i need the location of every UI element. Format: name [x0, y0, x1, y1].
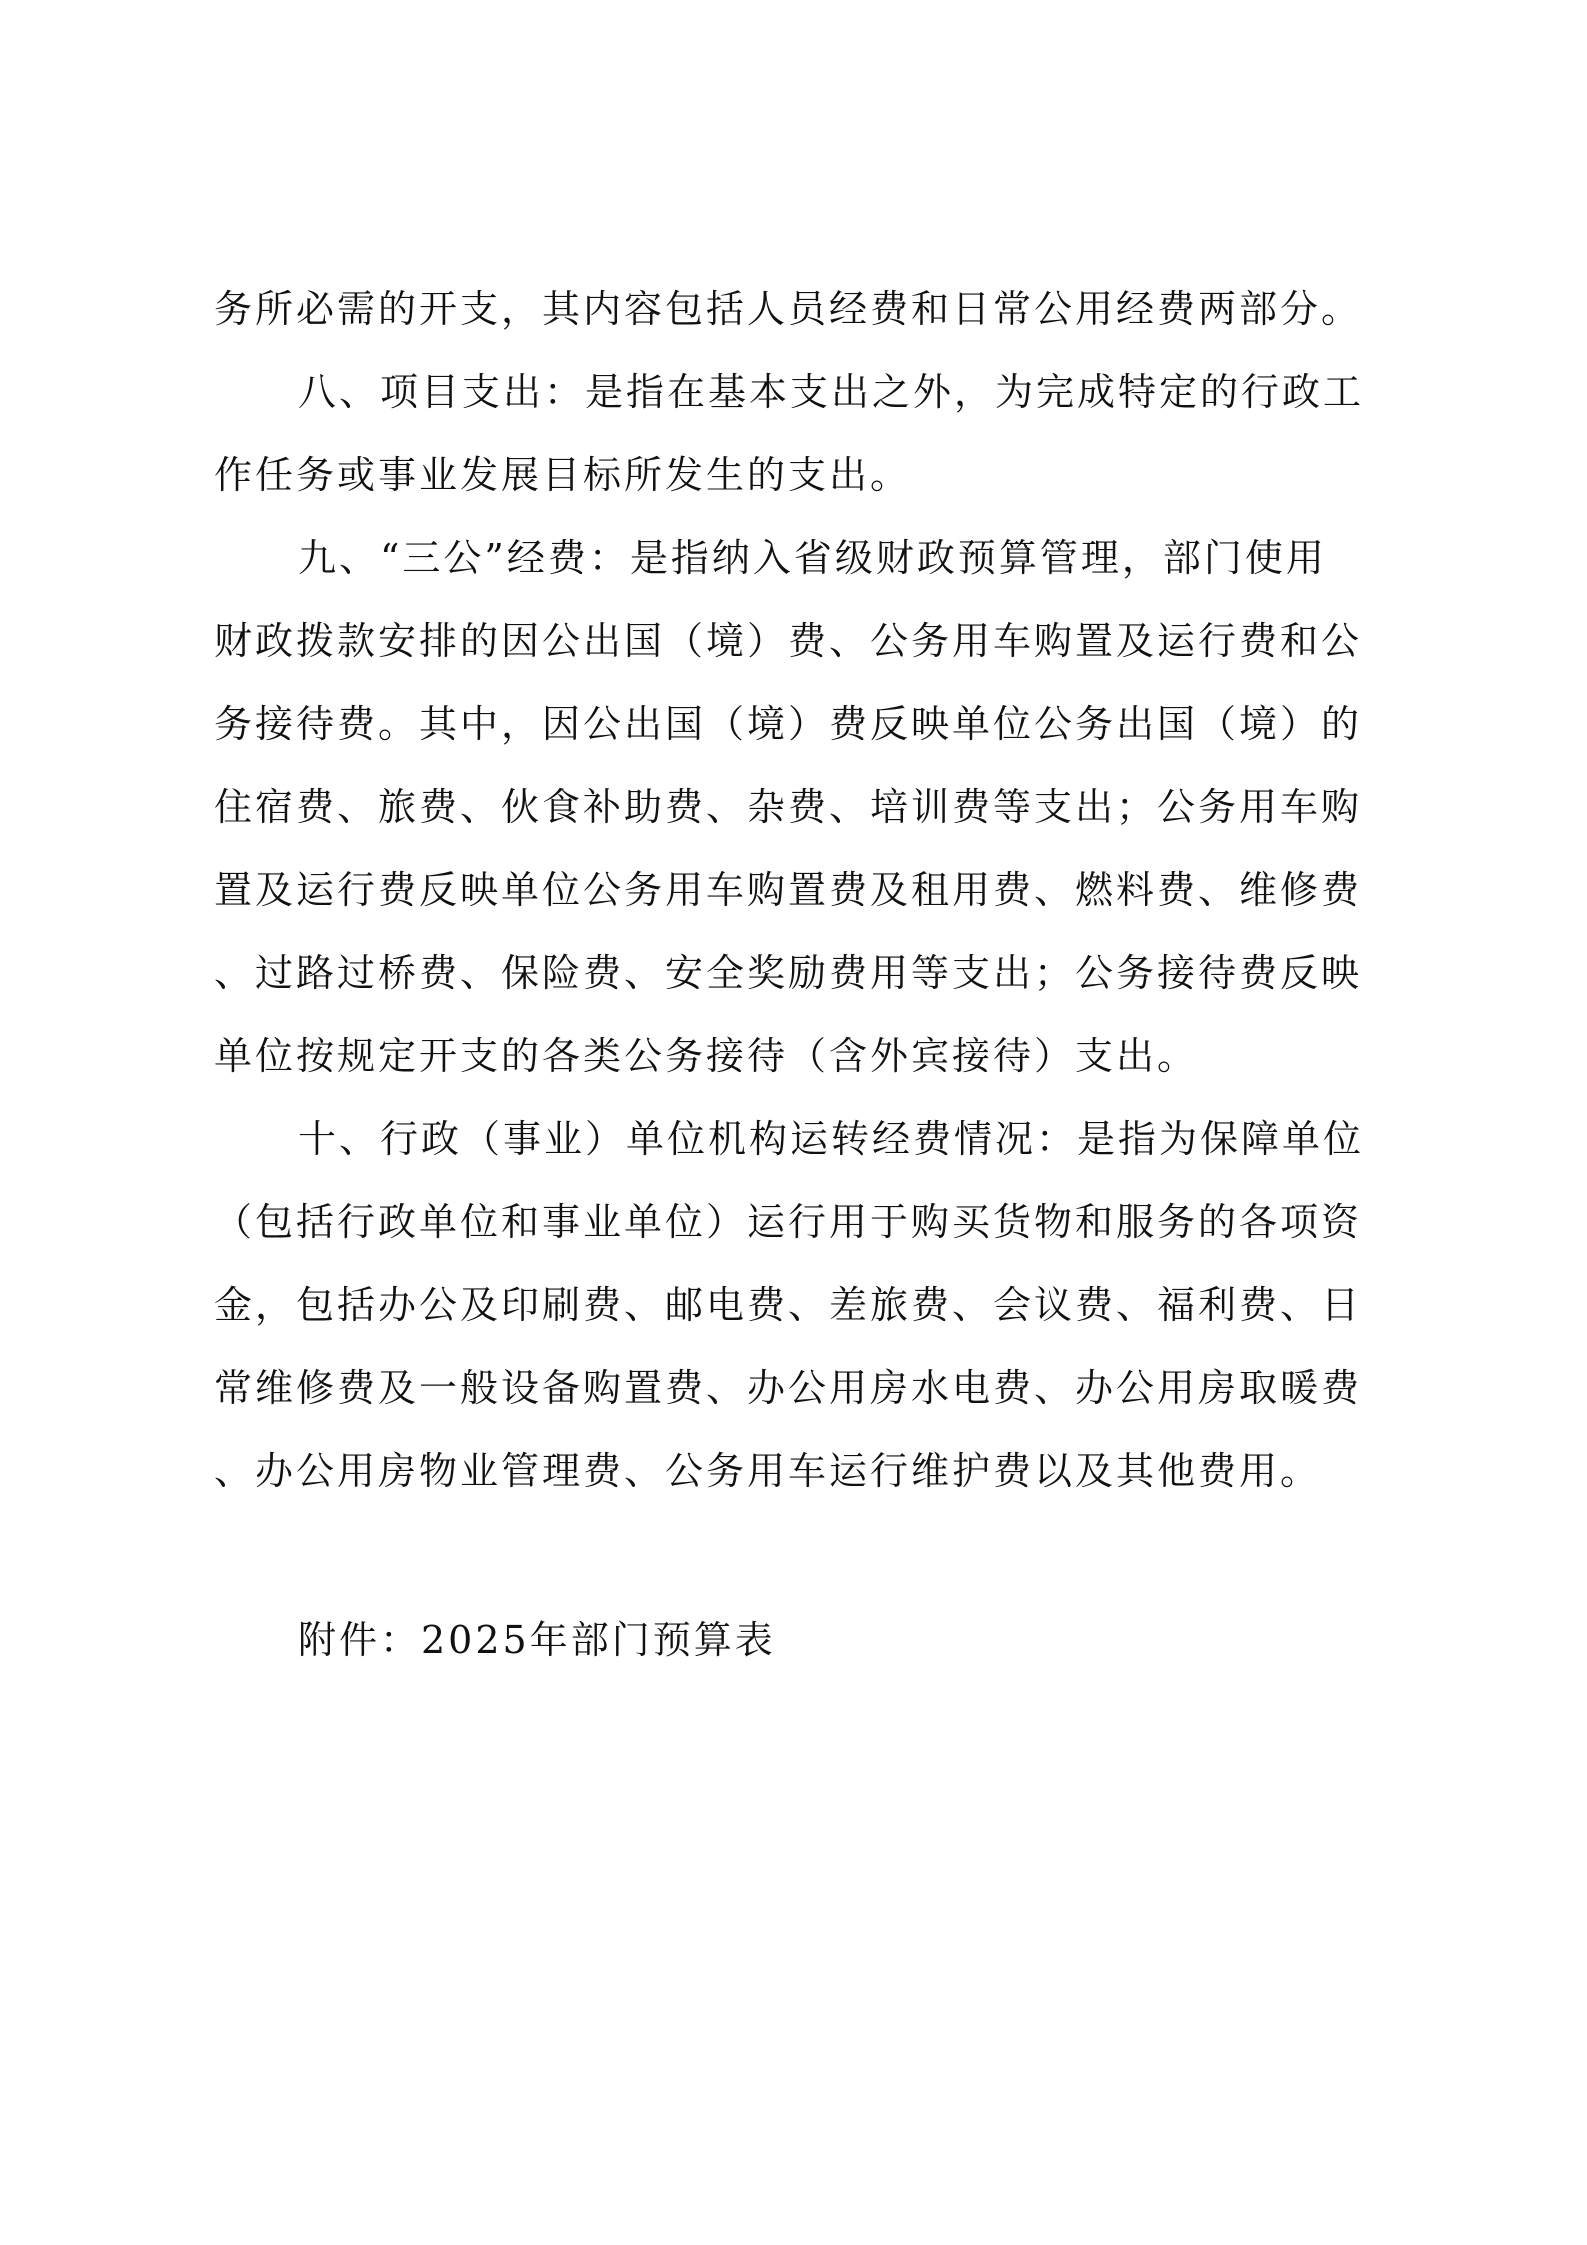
paragraph-10-line-5: 、办公用房物业管理费、公务用车运行维护费以及其他费用。: [214, 1449, 1322, 1493]
paragraph-9-line-2: 财政拨款安排的因公出国（境）费、公务用车购置及运行费和公: [214, 619, 1363, 663]
paragraph-9-line-4: 住宿费、旅费、伙食补助费、杂费、培训费等支出；公务用车购: [214, 785, 1363, 829]
document-body: [214, 268, 1394, 1513]
paragraph-9-line-3: 务接待费。其中，因公出国（境）费反映单位公务出国（境）的: [214, 702, 1363, 746]
paragraph-9-line-6: 、过路过桥费、保险费、安全奖励费用等支出；公务接待费反映: [214, 951, 1363, 995]
paragraph-7-continuation: 务所必需的开支，其内容包括人员经费和日常公用经费两部分。: [214, 287, 1363, 331]
attachment-note: 附件：2025年部门预算表: [298, 1618, 776, 1662]
paragraph-10-line-3: 金，包括办公及印刷费、邮电费、差旅费、会议费、福利费、日: [214, 1283, 1363, 1327]
paragraph-8-item-expenditure: 八、项目支出：是指在基本支出之外，为完成特定的行政工: [298, 370, 1365, 414]
paragraph-10-operating-expenses: 十、行政（事业）单位机构运转经费情况：是指为保障单位: [298, 1117, 1365, 1161]
paragraph-9-line-7: 单位按规定开支的各类公务接待（含外宾接待）支出。: [214, 1034, 1199, 1078]
paragraph-10-line-2: （包括行政单位和事业单位）运行用于购买货物和服务的各项资: [214, 1200, 1363, 1244]
paragraph-9-line-5: 置及运行费反映单位公务用车购置费及租用费、燃料费、维修费: [214, 868, 1363, 912]
paragraph-8-continuation: 作任务或事业发展目标所发生的支出。: [214, 453, 912, 497]
paragraph-9-three-public-expenses: 九、“三公”经费：是指纳入省级财政预算管理，部门使用: [298, 536, 1327, 580]
paragraph-10-line-4: 常维修费及一般设备购置费、办公用房水电费、办公用房取暖费: [214, 1366, 1363, 1410]
